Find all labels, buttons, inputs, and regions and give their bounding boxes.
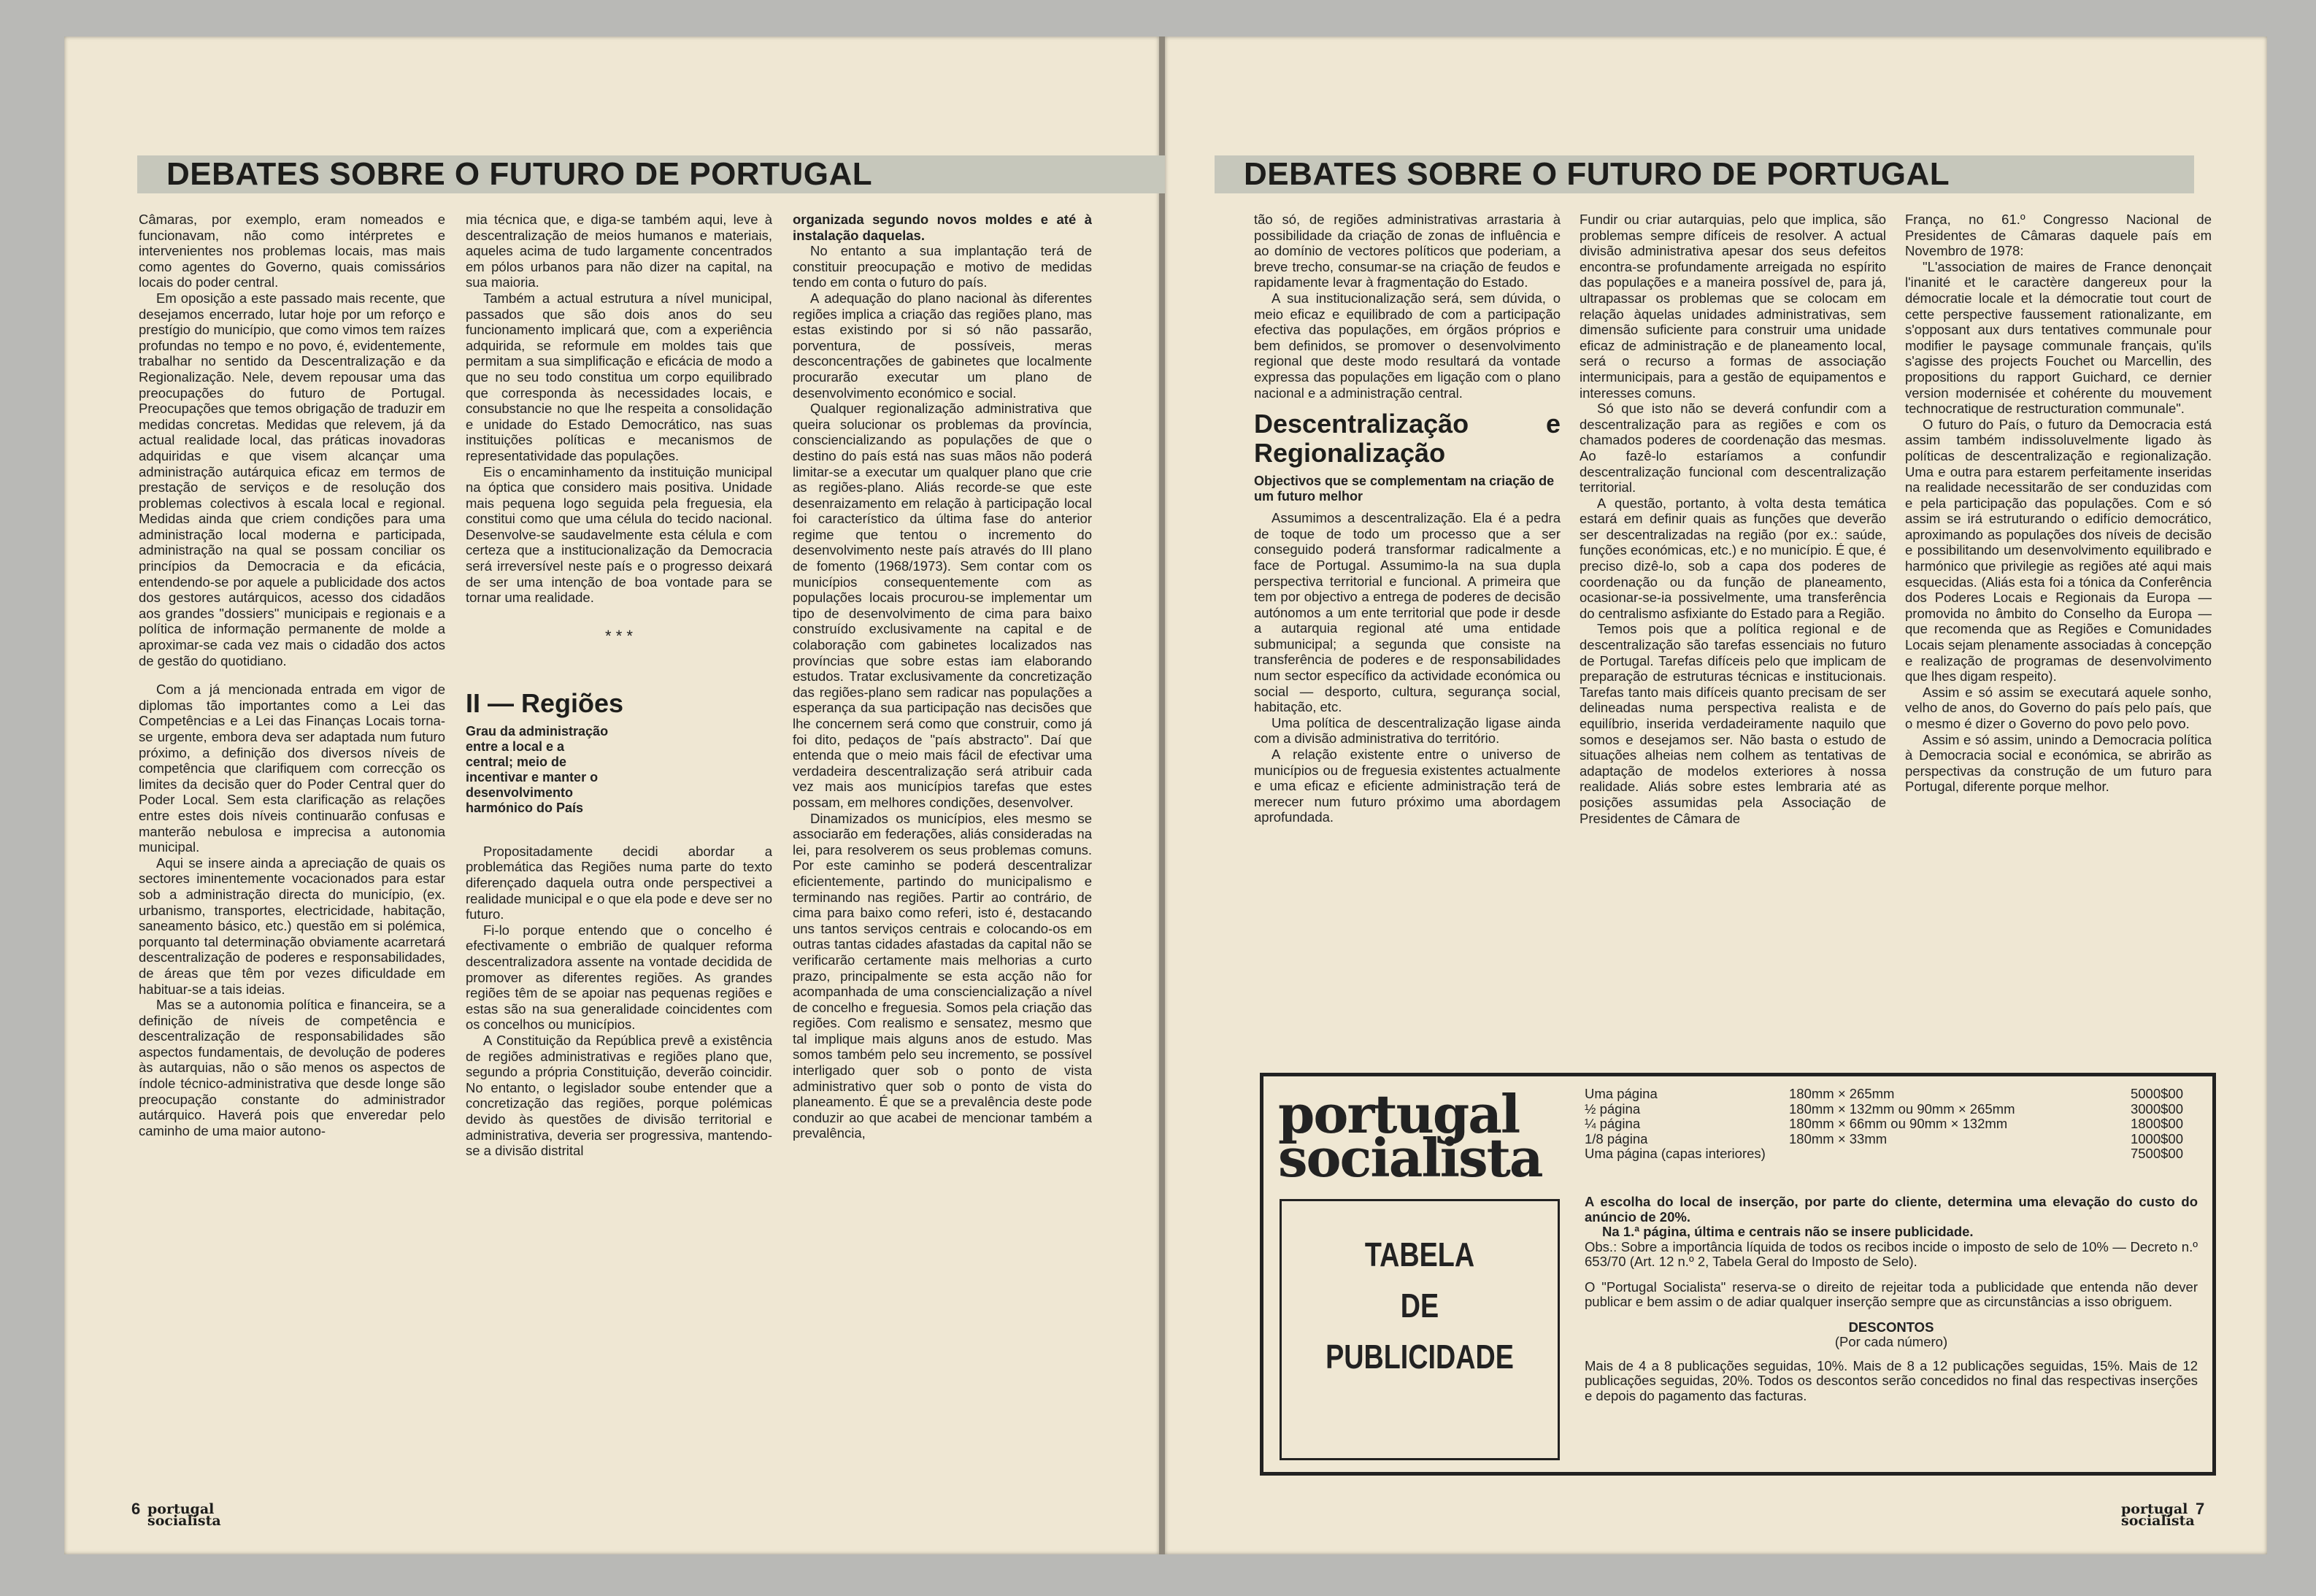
rate-title-line: PUBLICIDADE	[1326, 1338, 1514, 1376]
price-dimensions: 180mm × 132mm ou 90mm × 265mm	[1789, 1100, 2015, 1117]
left-column-2	[466, 212, 772, 1518]
discount-text: Mais de 4 a 8 publicações seguidas, 10%. Mais de 8 a 12 publicações seguidas, 15%. Mais de 12 publicações seguidas, 20%. Todos os descontos serão concedidos no final das respectivas inserções e depois do pagamento das facturas.	[1585, 1357, 2198, 1403]
paragraph: tão só, de regiões administrativas arrastaria à possibilidade da criação de zonas de influência e ao domínio de vectores políticos que poderiam, a breve trecho, consumar-se na criação de feudos e rapidamente levar à fragmentação do Estado.	[1254, 212, 1561, 290]
advertising-rate-box	[1260, 1073, 2216, 1476]
left-column-1	[139, 212, 445, 1518]
page-banner: DEBATES SOBRE O FUTURO DE PORTUGAL	[137, 155, 1166, 193]
paragraph: Com a já mencionada entrada em vigor de diplomas tão importantes como a Lei das Competências e a Lei das Finanças Locais torna-se urgente, embora deva ser adaptada num futuro próximo, a definição dos diversos níveis de competência que clarifiquem com correcção os limites da decisão quer do Poder Central quer do Poder Local. Sem esta clarificação as relações entre estes dois níveis continuarão confusas e manterão nebulosa e imprecisa a autonomia municipal.	[139, 682, 445, 855]
paragraph: Fi-lo porque entendo que o concelho é efectivamente o embrião de qualquer reforma descentralizadora assente na vontade decidida de promover as diferentes regiões. As grandes regiões têm de se apoiar nas pequenas regiões e estas são na sua generalidade coincidentes com os concelhos ou municípios.	[466, 922, 772, 1033]
left-column-3	[793, 212, 1092, 1518]
spine	[1159, 36, 1165, 1554]
paragraph: Eis o encaminhamento da instituição municipal na óptica que considero mais positiva. Unidade mais pequena logo seguida pela freguesia, ela constitui como que uma célula do tecido nacional. Desenvolve-se saudavelmente esta célula e com certeza que a institucionalização da Democracia será irreversível neste país e o progresso deixará de ser uma intenção de boa vontade para se tornar uma realidade.	[466, 463, 772, 606]
price-value: 1000$00	[2130, 1130, 2183, 1146]
section-subtitle: Grau da administração entre a local e a central; meio de incentivar e manter o desenvolvimento harmónico do País	[466, 723, 609, 815]
right-column-1	[1254, 212, 1561, 1095]
discount-title: DESCONTOS	[1848, 1319, 1934, 1335]
paragraph: Assumimos a descentralização. Ela é a pedra de toque de todo um processo que a ser conseguido poderá transformar radicalmente a face de Portugal. Assumimo-la na sua dupla perspectiva territorial e funcional. A primeira que tem por objectivo a entrega de poderes de decisão autónomos a um ente territorial que pode ir desde a autarquia regional até uma entidade submunicipal; a segunda que consiste na transferência de poderes e de responsabilidades num sector específico da actividade económica ou social — desporto, cultura, segurança social, habitação, etc.	[1254, 510, 1561, 715]
footer-logo: portugal socialista	[147, 1501, 221, 1529]
right-page	[1165, 36, 2267, 1554]
ad-notes	[1585, 1195, 2198, 1414]
publication-logo: portugal socialista	[1278, 1083, 1542, 1189]
right-column-2	[1580, 212, 1886, 1095]
price-row	[1585, 1146, 2205, 1162]
price-label: Uma página	[1585, 1087, 1658, 1101]
page-number: 6	[131, 1500, 141, 1518]
paragraph: A relação existente entre o universo de municípios ou de freguesia existentes actualmente e uma eficaz e eficiente administração terá de merecer num futuro próximo uma abordagem aprofundada.	[1254, 747, 1561, 825]
section-subtitle: Objectivos que se complementam na criação de um futuro melhor	[1254, 474, 1555, 504]
section-title: Descentralização e Regionalização	[1254, 409, 1561, 469]
rate-table-title-box	[1280, 1199, 1560, 1460]
paragraph: O futuro do País, o futuro da Democracia está assim também indissoluvelmente ligado às políticas de descentralização e regionalização. Uma e outra para estarem perfeitamente inseridas na realidade necessitarão de ser conduzidas com e pela participação das populações. Com e só assim se irá estruturando o edifício democrático, aproximando as populações dos níveis de decisão e possibilitando um desenvolvimento equilibrado e harmónico que privilegie as regiões até aqui mais esquecidas. (Aliás esta foi a tónica da Conferência dos Poderes Locais e Regionais da Europa — promovida no âmbito do Conselho da Europa — que recomenda que as Regiões e Comunidades Locais sejam plenamente associadas à concepção e realização de programas de desenvolvimento que lhes digam respeito).	[1905, 416, 2212, 685]
price-label: 1/8 página	[1585, 1131, 1648, 1146]
price-label: Uma página (capas interiores)	[1585, 1146, 1766, 1161]
paragraph: Só que isto não se deverá confundir com a descentralização para as regiões e com os chamados poderes de coordenação das mesmas. Ao fazê-lo estaríamos a confundir descentralização funcional com descentralização territorial.	[1580, 401, 1886, 496]
price-value: 7500$00	[2130, 1146, 2183, 1161]
paragraph: Também a actual estrutura a nível municipal, passados que são dois anos do seu funcionamento implicará que, com a experiência adquirida, se reformule em moldes tais que permitam a sua simplificação e eficácia de modo a que no seu todo constitua um corpo equilibrado que corresponda às necessidades locais, e consubstancie no que lhe respeita a consolidação e unidade do Estado Democrático, nas suas instituições políticas e mecanismos de representatividade das populações.	[466, 290, 772, 463]
paragraph: organizada segundo novos moldes e até à instalação daquelas.	[793, 212, 1092, 243]
price-row	[1585, 1087, 2205, 1102]
price-table	[1585, 1087, 2205, 1162]
price-label: ½ página	[1585, 1101, 1641, 1117]
page-banner: DEBATES SOBRE O FUTURO DE PORTUGAL	[1215, 155, 2194, 193]
section-title: II — Regiões	[466, 687, 624, 718]
price-value: 3000$00	[2130, 1100, 2183, 1117]
paragraph: Propositadamente decidi abordar a problemática das Regiões numa parte do texto diferençado daquela outra onde perspectivei a realidade municipal e o que ela pode e deve ser no futuro.	[466, 843, 772, 922]
paragraph: França, no 61.º Congresso Nacional de Presidentes de Câmaras daquele país em Novembro de 1978:	[1905, 212, 2212, 259]
paragraph: Mas se a autonomia política e financeira, se a definição de níveis de competência e descentralização de responsabilidades são aspectos fundamentais, de devolução de poderes às autarquias, não o são menos os aspectos de índole técnico-administrativa que desde longe são preocupação constante do administrador autárquico. Haverá pois que enveredar pelo caminho de uma maior autono-	[139, 997, 445, 1138]
paragraph: Assim e só assim se executará aquele sonho, velho de anos, do Governo do país pelo país, que o mesmo é dizer o Governo do povo pelo povo.	[1905, 684, 2212, 731]
price-label: ¼ página	[1585, 1117, 1641, 1131]
price-dimensions	[1950, 1146, 2081, 1162]
paragraph: Qualquer regionalização administrativa que queira solucionar os problemas da província, consciencializando as populações de que o destino do país está nas suas mãos não poderá limitar-se a executar um qualquer plano que crie as regiões-plano. Aliás recorde-se que este desenraizamento em relação à participação local foi característico da última fase do anterior regime que tentou o incremento do desenvolvimento neste país através do III plano de fomento (1968/1973). Sem contar com os municípios consequentemente com as populações locais procurou-se implementar um tipo de desenvolvimento de cima para baixo construído exclusivamente na capital e de colaboração com gabinetes localizados nas províncias que sobre estas iam elaborando estudos. Tratar exclusivamente da concretização das regiões-plano sem radicar nas populações a esperança da sua participação nas decisões que lhe concernem será como que construir, como já foi dito, pedaços de "país abstracto". Daí que entenda que o meio mais fácil de efectivar uma verdadeira descentralização será atribuir cada vez mais aos municípios tarefas que estes possam, em melhores condições, desenvolver.	[793, 401, 1092, 810]
left-page	[64, 36, 1159, 1554]
note: Na 1.ª página, última e centrais não se insere publicidade.	[1602, 1224, 1974, 1239]
paragraph: Fundir ou criar autarquias, pelo que implica, são problemas sempre difíceis de resolver. A actual divisão administrativa apesar dos seus defeitos encontra-se profundamente arreigada no espírito das populações e a maneira possível de, para já, ultrapassar os problemas que se colocam em relação àquelas unidades administrativas, sem dimensão suficiente para construir uma unidade eficaz de administração e de planeamento local, será o recurso a formas de associação intermunicipais, para a gestão de equipamentos e interesses comuns.	[1580, 212, 1886, 401]
rate-title-line: TABELA	[1364, 1235, 1475, 1273]
price-row	[1585, 1117, 2205, 1132]
paragraph: A Constituição da República prevê a existência de regiões administrativas e regiões plano que, segundo a própria Constituição, deverão coincidir. No entanto, o legislador soube entender que a concretização das regiões, porque polémicas devido às questões de divisão territorial e administrativa, deveria ser progressiva, mantendo-se a divisão distrital	[466, 1032, 772, 1159]
paragraph: Assim e só assim, unindo a Democracia política à Democracia social e económica, se abrirão as perspectivas da construção de um futuro para Portugal, diferente porque melhor.	[1905, 731, 2212, 795]
note: A escolha do local de inserção, por parte do cliente, determina uma elevação do custo do anúncio de 20%.	[1585, 1194, 2198, 1225]
price-row	[1585, 1132, 2205, 1147]
price-dimensions: 180mm × 265mm	[1789, 1086, 1895, 1101]
price-value: 5000$00	[2130, 1086, 2183, 1101]
price-row	[1585, 1102, 2205, 1117]
paragraph: Aqui se insere ainda a apreciação de quais os sectores iminentemente vocacionados para estar sob a administração directa do município, (ex. urbanismo, transportes, electricidade, habitação, saneamento básico, etc.) questão em si polémica, porquanto tal determinação obviamente acarretará descentralização de poderes e responsabilidades, de áreas que têm por vezes dificuldade em habituar-se a tais ideias.	[139, 855, 445, 997]
paragraph: A adequação do plano nacional às diferentes regiões implica a criação das regiões plano, mas estas existindo por si só não passarão, porventura, de possíveis, meras desconcentrações de gabinetes que localmente procurarão executar um plano de desenvolvimento económico e social.	[793, 290, 1092, 401]
quote: "L'association de maires de France denonçait l'inanité et le caractère dangereux pour la démocratie locale et la démocratie tout court de cette perspective faussement rationalizante, em s'opposant aux durs tentatives communale pour modifier le paysage communale français, qu'ils s'agisse des projects Fouchet ou Marcellin, des propositions du rapport Guichard, ce dernier version modernisée et cohérente du mouvement technocratique de restructuration communale".	[1905, 258, 2212, 417]
paragraph: Temos pois que a política regional e de descentralização são tarefas essenciais no futuro de Portugal. Tarefas difíceis pelo que implicam de preparação de estruturas técnicas e institucionais. Tarefas tanto mais difíceis quanto precisam de ser delineadas numa perspectiva realista e de equilíbrio, inserida verdadeiramente naquilo que somos e desejamos ser. Não basta o estudo de situações alheias nem colhem as tentativas de adaptação de modelos exteriores à nossa realidade. Aliás sobre estes lembraria até as posições assumidas pela Associação de Presidentes de Câmara de	[1580, 621, 1886, 826]
footer-logo: portugal socialista	[2121, 1501, 2195, 1529]
rate-title-line: DE	[1400, 1287, 1439, 1325]
page-number: 7	[2196, 1500, 2205, 1518]
paragraph: A sua institucionalização será, sem dúvida, o meio eficaz e equilibrado de com a participação efectiva das populações, em órgãos próprios e bem definidos, se promover o desenvolvimento regional que deste modo resultará da vontade expressa das populações em ligação com o plano nacional e a administração central.	[1254, 290, 1561, 401]
note: O "Portugal Socialista" reserva-se o direito de rejeitar toda a publicidade que entenda não dever publicar e bem assim o de adiar qualquer inserção sempre que as circunstâncias a isso obriguem.	[1585, 1279, 2198, 1309]
right-column-3	[1905, 212, 2212, 1095]
discount-subtitle: (Por cada número)	[1834, 1334, 1948, 1349]
price-value: 1800$00	[2130, 1116, 2183, 1131]
paragraph: Uma política de descentralização ligase ainda com a divisão administrativa do território.	[1254, 714, 1561, 747]
paragraph: Câmaras, por exemplo, eram nomeados e funcionavam, não como intérpretes e intervenientes nos problemas locais, mas mais como agentes do Governo, quais comissários locais do poder central.	[139, 212, 445, 290]
note: Obs.: Sobre a importância líquida de todos os recibos incide o imposto de selo de 10% — Decreto n.º 653/70 (Art. 12 n.º 2, Tabela Geral do Imposto de Selo).	[1585, 1238, 2198, 1269]
paragraph: No entanto a sua implantação terá de constituir preocupação e motivo de medidas tendo em conta o futuro do país.	[793, 243, 1092, 290]
paragraph: A questão, portanto, à volta desta temática estará em definir quais as funções que deverão ser descentralizadas na região (por ex.: saúde, funções económicas, etc.) e no município. É que, é preciso dizê-lo, sob a capa dos poderes de coordenação ou da função de planeamento, ocasionar-se-ia possivelmente, uma transferência do centralismo asfixiante do Estado para a Região.	[1580, 495, 1886, 621]
paragraph: Em oposição a este passado mais recente, que desejamos encerrado, lutar hoje por um reforço e prestígio do município, que como vimos tem raízes profundas no tempo e no povo, é, evidentemente, trabalhar no sentido da Descentralização e da Regionalização. Nele, devem repousar uma das preocupações do futuro de Portugal. Preocupações que temos obrigação de traduzir em medidas concretas. Medidas que relevem, já da actual realidade local, das práticas inovadoras adquiridas e que visem alcançar uma administração autárquica eficaz em termos de prestação de serviços e de resolução dos problemas colectivos à escala local e regional. Medidas ainda que criem condições para uma administração local moderna e participada, administração na qual se possam conciliar os princípios da Democracia e da eficácia, entendendo-se por aquele a publicidade dos actos dos gestores autárquicos, acesso dos cidadãos aos grandes "dossiers" municipais e regionais e a política de informação permanente de molde a aproximar-se cada vez mais o cidadão dos actos de gestão do quotidiano.	[139, 290, 445, 668]
paragraph: mia técnica que, e diga-se também aqui, leve à descentralização de meios humanos e materiais, aqueles acima de tudo largamente concentrados em pólos urbanos para não dizer na capital, na sua maioria.	[466, 212, 772, 290]
section-divider-stars: * * *	[605, 626, 633, 645]
price-dimensions: 180mm × 66mm ou 90mm × 132mm	[1789, 1116, 2008, 1131]
price-dimensions: 180mm × 33mm	[1789, 1130, 1888, 1146]
paragraph: Dinamizados os municípios, eles mesmo se associarão em federações, aliás consideradas na lei, para resolverem os seus problemas comuns. Por este caminho se poderá descentralizar eficientemente, partindo do municipalismo e terminando nas regiões. Partir ao contrário, de cima para baixo como referi, isto é, destacando uns tantos serviços centrais e colocando-os em outras tantas cidades afastadas da capital não se verificarão certamente mais melhorias a curto prazo, principalmente se esta acção não for acompanhada de uma consciencialização a nível de concelho e freguesia. Somos pela criação das regiões. Com realismo e sensatez, mesmo que tal implique mais alguns anos de estudo. Mas somos também pelo seu incremento, se possível interligado quer sob o ponto de vista administrativo quer sob o ponto de vista do planeamento. É que se a prevalência deste pode conduzir ao que acabei de mencionar também a prevalência,	[793, 810, 1092, 1141]
